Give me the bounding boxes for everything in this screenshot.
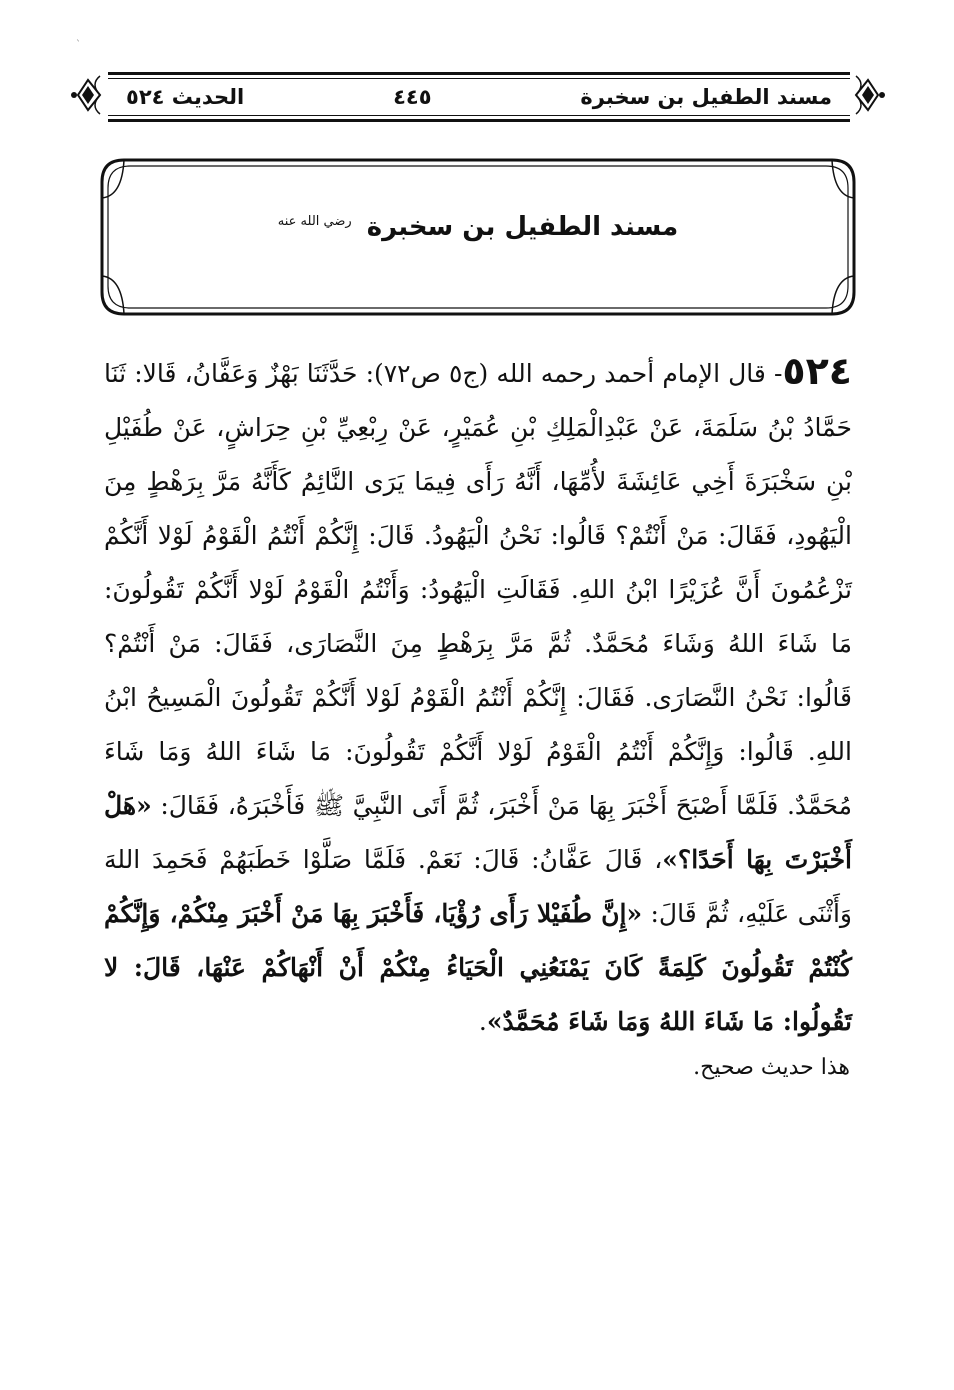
prophet-quote-1: «هَلْ أَخْبَرْتَ بِهَا أَحَدًا؟» <box>104 791 852 874</box>
hadith-text-1: - قال الإمام أحمد رحمه الله (ج٥ ص٧٢): حَدَّثَنَا بَهْزٌ وَعَفَّانُ، قَالا: ثَنَا حَمَّادُ بْنُ سَلَمَةَ، عَنْ عَبْدِالْمَلِكِ بْنِ عُمَيْرٍ، عَنْ رِبْعِيِّ بْنِ حِرَاشٍ، عَنْ طُفَيْلِ بْنِ سَخْبَرَةَ أَخِي عَائِشَةَ لأُمِّهَا، أَنَّهُ رَأَى فِيمَا يَرَى النَّائِمُ كَأَنَّهُ مَرَّ بِرَهْطٍ مِنَ الْيَهُودِ، فَقَالَ: مَنْ أَنْتُمْ؟ قَالُوا: نَحْنُ الْيَهُودُ. قَالَ: إِنَّكُمْ أَنْتُمُ الْقَوْمُ لَوْلا أَنَّكُمْ تَزْعُمُونَ أَنَّ عُزَيْرًا ابْنُ اللهِ. فَقَالَتِ الْيَهُودُ: وَأَنْتُمُ الْقَوْمُ لَوْلا أَنَّكُمْ تَقُولُونَ: مَا شَاءَ اللهُ وَشَاءَ مُحَمَّدٌ. ثُمَّ مَرَّ بِرَهْطٍ مِنَ النَّصَارَى، فَقَالَ: مَنْ أَنْتُمْ؟ قَالُوا: نَحْنُ النَّصَارَى. فَقَالَ: إِنَّكُمْ أَنْتُمُ الْقَوْمُ لَوْلا أَنَّكُمْ تَقُولُونَ الْمَسِيحُ ابْنُ اللهِ. قَالُوا: وَإِنَّكُمْ أَنْتُمُ الْقَوْمُ لَوْلا أَنَّكُمْ تَقُولُونَ: مَا شَاءَ اللهُ وَمَا شَاءَ مُحَمَّدٌ. فَلَمَّا أَصْبَحَ أَخْبَرَ بِهَا مَنْ أَخْبَرَ، ثُمَّ أَتَى النَّبِيَّ ﷺ فَأَخْبَرَهُ، فَقَالَ: <box>104 359 852 820</box>
right-ornament-icon <box>852 72 886 118</box>
hadith-paragraph <box>104 344 852 1049</box>
honorific-glyph: رضي الله عنه <box>277 214 352 230</box>
left-ornament-icon <box>70 72 104 118</box>
authenticity-verdict: هذا حديث صحيح. <box>693 1055 850 1080</box>
header-hadith-ref: الحديث ٥٢٤ <box>126 85 245 109</box>
hadith-text-3: . <box>478 1007 487 1036</box>
section-title <box>100 212 856 242</box>
section-title-frame <box>100 158 856 316</box>
running-header <box>108 72 850 122</box>
section-title-text: مسند الطفيل بن سخبرة <box>366 212 679 242</box>
hadith-number: ٥٢٤ <box>782 349 853 393</box>
prophet-quote-2: «إِنَّ طُفَيْلا رَأَى رُؤْيَا، فَأَخْبَرَ بِهَا مَنْ أَخْبَرَ مِنْكُمْ، وَإِنَّكُمْ كُنْتُمْ تَقُولُونَ كَلِمَةً كَانَ يَمْنَعُنِي الْحَيَاءُ مِنْكُمْ أَنْ أَنْهَاكُمْ عَنْهَا، قَالَ: لا تَقُولُوا: مَا شَاءَ اللهُ وَمَا شَاءَ مُحَمَّدٌ» <box>104 899 852 1036</box>
hadith-body <box>104 344 852 1049</box>
header-title: مسند الطفيل بن سخبرة <box>580 85 832 109</box>
page-number: ٤٤٥ <box>393 85 432 109</box>
hadith-text-2: ، قَالَ عَفَّانُ: قَالَ: نَعَمْ. فَلَمَّا صَلَّوْا خَطَبَهُمْ فَحَمِدَ اللهَ وَأَثْنَى عَلَيْهِ، ثُمَّ قَالَ: <box>104 845 852 928</box>
scan-mark: ` <box>76 40 81 51</box>
